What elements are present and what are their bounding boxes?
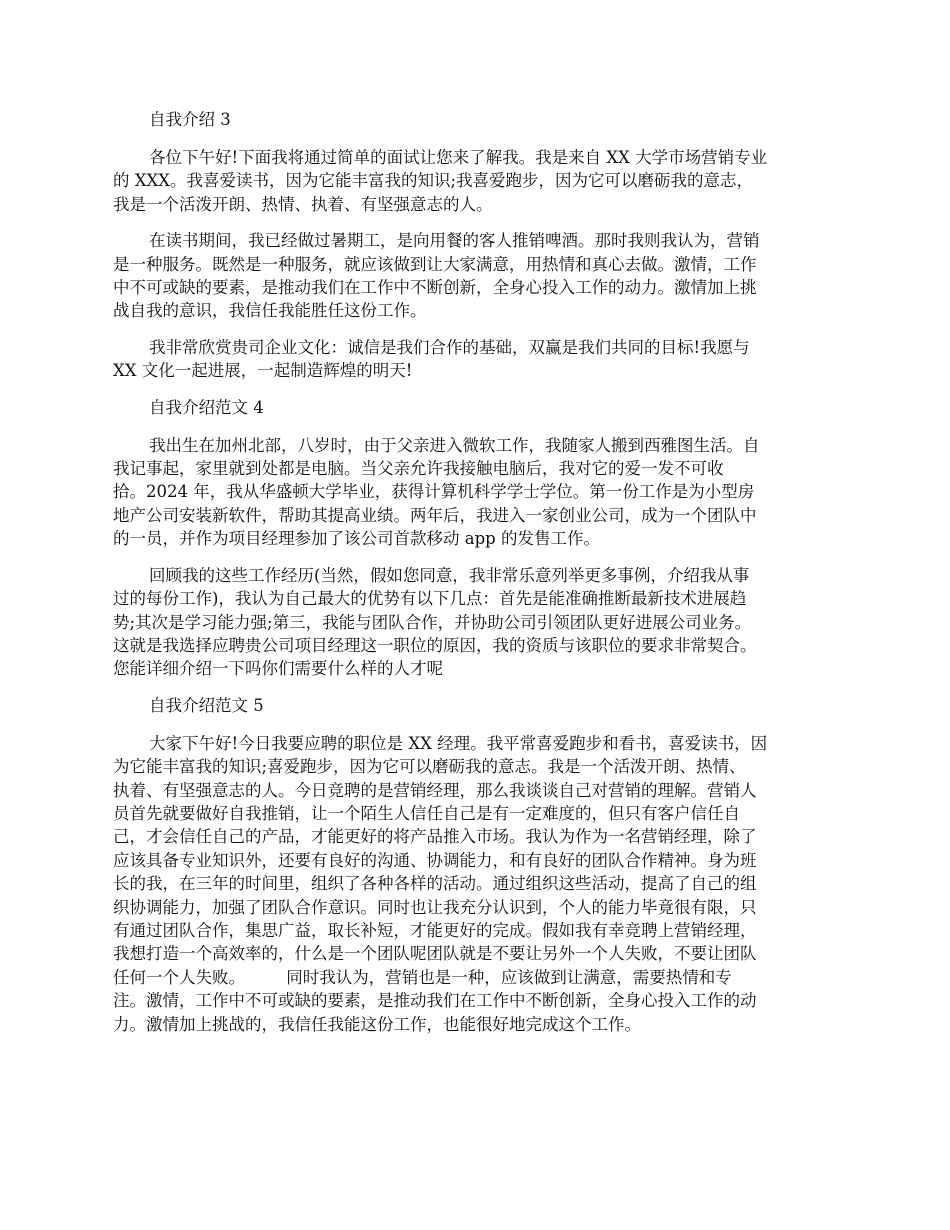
text-line: 力。激情加上挑战的，我信任我能这份工作，也能很好地完成这个工作。 xyxy=(113,1014,641,1034)
text-line: 在读书期间，我已经做过暑期工，是向用餐的客人推销啤酒。那时我则我认为，营销 xyxy=(149,231,760,251)
section-heading: 自我介绍范文 4 xyxy=(149,397,264,417)
text-line: 我记事起，家里就到处都是电脑。当父亲允许我接触电脑后，我对它的爱一发不可收 xyxy=(113,459,724,479)
paragraph xyxy=(113,336,835,383)
paragraph xyxy=(113,434,835,551)
text-line: 己，才会信任自己的产品，才能更好的将产品推入市场。我认为作为一名营销经理，除了 xyxy=(113,827,757,847)
text-line: 应该具备专业知识外，还要有良好的沟通、协调能力，和有良好的团队合作精神。身为班 xyxy=(113,850,757,870)
document-body xyxy=(113,108,835,1049)
text-line: 我非常欣赏贵司企业文化：诚信是我们合作的基础，双赢是我们共同的目标!我愿与 xyxy=(149,337,750,357)
text-line: 织协调能力，加强了团队合作意识。同时也让我充分认识到，个人的能力毕竟很有限，只 xyxy=(113,897,757,917)
section-heading: 自我介绍 3 xyxy=(149,110,231,129)
text-line: 战自我的意识，我信任我能胜任这份工作。 xyxy=(113,301,427,321)
text-line: 为它能丰富我的知识;喜爱跑步，因为它可以磨砺我的意志。我是一个活泼开朗、热情、 xyxy=(113,757,746,777)
text-line: 势;其次是学习能力强;第三，我能与团队合作，并协助公司引领团队更好进展公司业务。 xyxy=(113,612,752,632)
text-line: 回顾我的这些工作经历(当然，假如您同意，我非常乐意列举更多事例，介绍我从事 xyxy=(149,565,750,585)
text-line: 的 XXX。我喜爱读书，因为它能丰富我的知识;我喜爱跑步，因为它可以磨砺我的意志， xyxy=(113,171,754,191)
paragraph xyxy=(113,229,835,323)
text-line: 长的我，在三年的时间里，组织了各种各样的活动。通过组织这些活动，提高了自己的组 xyxy=(113,874,757,894)
paragraph xyxy=(113,732,835,1036)
text-line: 执着、有坚强意志的人。今日竞聘的是营销经理，那么我谈谈自己对营销的理解。营销人 xyxy=(113,780,757,800)
section-heading: 自我介绍范文 5 xyxy=(149,695,264,715)
text-line: 有通过团队合作，集思广益，取长补短，才能更好的完成。假如我有幸竞聘上营销经理， xyxy=(113,920,757,940)
text-line: 我想打造一个高效率的，什么是一个团队呢团队就是不要让另外一个人失败，不要让团队 xyxy=(113,944,757,964)
text-line: 任何一个人失败。 同时我认为，营销也是一种，应该做到让满意，需要热情和专 xyxy=(113,967,732,987)
text-line: 您能详细介绍一下吗你们需要什么样的人才呢 xyxy=(113,659,443,679)
text-line: 我出生在加州北部，八岁时，由于父亲进入微软工作，我随家人搬到西雅图生活。自 xyxy=(149,435,760,455)
text-line: 拾。2024 年，我从华盛顿大学毕业，获得计算机科学学士学位。第一份工作是为小型房 xyxy=(113,482,755,502)
text-line: 我是一个活泼开朗、热情、执着、有坚强意志的人。 xyxy=(113,194,493,214)
text-line: 大家下午好!今日我要应聘的职位是 XX 经理。我平常喜爱跑步和看书，喜爱读书，因 xyxy=(149,733,768,753)
text-line: 这就是我选择应聘贵公司项目经理这一职位的原因，我的资质与该职位的要求非常契合。 xyxy=(113,635,757,655)
text-line: 地产公司安装新软件，帮助其提高业绩。两年后，我进入一家创业公司，成为一个团队中 xyxy=(113,505,757,525)
text-line: 员首先就要做好自我推销，让一个陌生人信任自己是有一定难度的，但只有客户信任自 xyxy=(113,803,740,823)
text-line: 是一种服务。既然是一种服务，就应该做到让大家满意，用热情和真心去做。激情，工作 xyxy=(113,254,757,274)
text-line: 中不可或缺的要素，是推动我们在工作中不断创新，全身心投入工作的动力。激情加上挑 xyxy=(113,278,757,298)
text-line: 过的每份工作)，我认为自己最大的优势有以下几点：首先是能准确推断最新技术进展趋 xyxy=(113,589,747,609)
text-line: 的一员，并作为项目经理参加了该公司首款移动 app 的发售工作。 xyxy=(113,529,600,549)
paragraph xyxy=(113,564,835,681)
text-line: 各位下午好!下面我将通过简单的面试让您来了解我。我是来自 XX 大学市场营销专业 xyxy=(149,148,768,167)
text-line: XX 文化一起进展，一起制造辉煌的明天! xyxy=(113,361,413,381)
paragraph xyxy=(113,146,835,216)
text-line: 注。激情，工作中不可或缺的要素，是推动我们在工作中不断创新，全身心投入工作的动 xyxy=(113,991,757,1011)
